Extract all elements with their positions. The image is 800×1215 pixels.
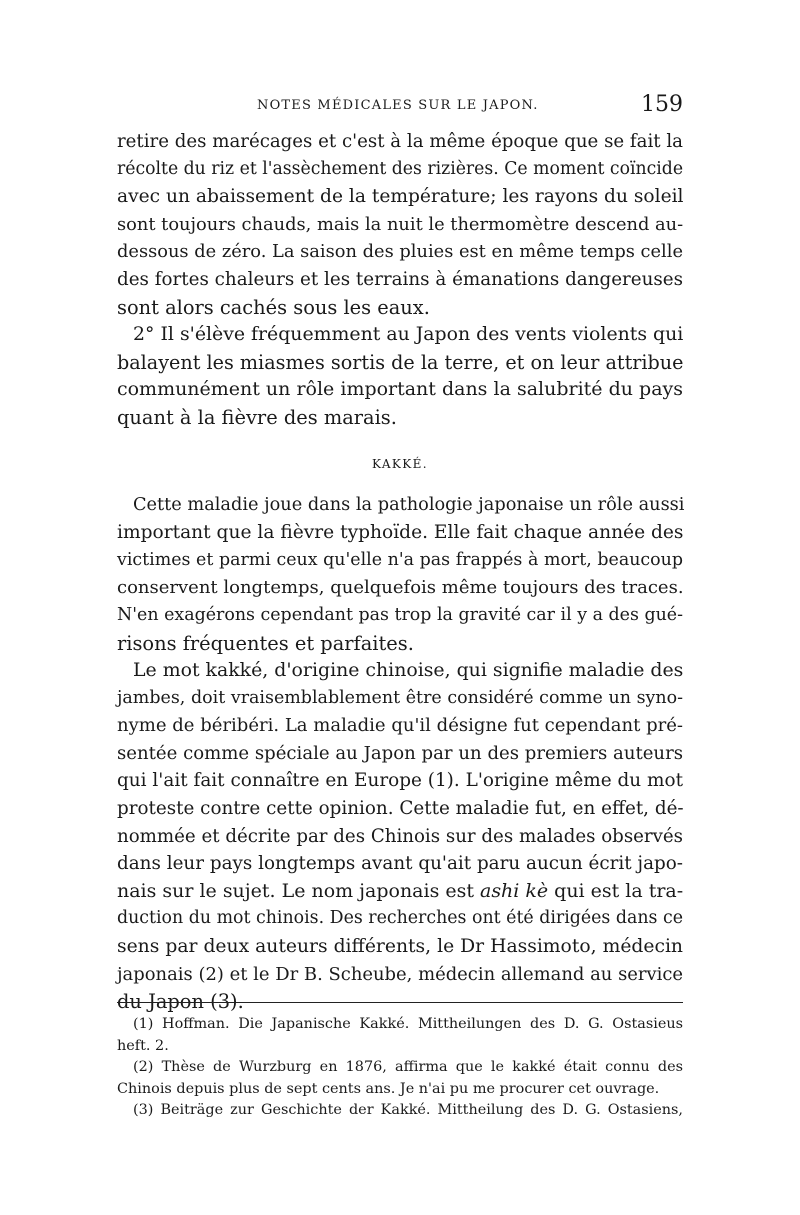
footnote-1 — [117, 1014, 683, 1057]
running-head-title: NOTES MÉDICALES SUR LE JAPON. — [257, 98, 539, 113]
text-line: nyme de béribéri. La maladie qu'il désigne fut cependant pré- — [117, 715, 683, 737]
line-text: qui est la tra- — [548, 879, 684, 902]
footnote-line: Chinois depuis plus de sept cents ans. Je n'ai pu me procurer cet ouvrage. — [117, 1080, 660, 1097]
italic-term: ashi kè — [480, 879, 549, 902]
text-line: communément un rôle important dans la salubrité du pays — [117, 378, 683, 401]
text-line: N'en exagérons cependant pas trop la gravité car il y a des gué- — [117, 604, 683, 625]
page-number: 159 — [641, 92, 683, 117]
body-text — [117, 128, 683, 1016]
footnote-line: (3) Beiträge zur Geschichte der Kakké. Mittheilung des D. G. Ostasiens, — [133, 1102, 683, 1118]
line-text: nais sur le sujet. Le nom japonais est — [117, 879, 480, 902]
text-line: victimes et parmi ceux qu'elle n'a pas frappés à mort, beaucoup — [117, 549, 683, 570]
text-line: du Japon (3). — [117, 990, 244, 1014]
text-line: sont alors cachés sous les eaux. — [117, 295, 430, 319]
footnote-line: heft. 2. — [117, 1037, 169, 1054]
footnote-rule — [117, 1002, 683, 1003]
text-line: duction du mot chinois. Des recherches ont été dirigées dans ce — [117, 908, 683, 929]
text-line-with-italic — [117, 878, 683, 906]
text-line: avec un abaissement de la température; les rayons du soleil — [117, 186, 684, 208]
text-line: Le mot kakké, d'origine chinoise, qui signifie maladie des — [133, 659, 684, 682]
text-line: important que la fièvre typhoïde. Elle fait chaque année des — [117, 522, 684, 544]
paragraph-2 — [117, 321, 683, 431]
footnote-line: (1) Hoffman. Die Japanische Kakké. Mittheilungen des D. G. Ostasieus — [133, 1016, 683, 1032]
footnote-line: (2) Thèse de Wurzburg en 1876, affirma que le kakké était connu des — [133, 1059, 683, 1075]
footnote-2 — [117, 1057, 683, 1100]
paragraph-4 — [117, 657, 683, 1016]
paragraph-1 — [117, 128, 683, 321]
text-line: proteste contre cette opinion. Cette maladie fut, en effet, dé- — [117, 798, 684, 820]
text-line: dans leur pays longtemps avant qu'ait paru aucun écrit japo- — [117, 853, 683, 875]
text-line: nommée et décrite par des Chinois sur des malades observés — [117, 825, 683, 847]
text-line: des fortes chaleurs et les terrains à émanations dangereuses — [117, 268, 683, 290]
text-line: balayent les miasmes sortis de la terre, et on leur attribue — [117, 350, 684, 374]
text-line: retire des marécages et c'est à la même époque que se fait la — [117, 131, 683, 152]
text-line: dessous de zéro. La saison des pluies est en même temps celle — [117, 241, 683, 263]
text-line: conservent longtemps, quelquefois même toujours des traces. — [117, 577, 684, 599]
text-line: sont toujours chauds, mais la nuit le thermomètre descend au- — [117, 213, 684, 235]
text-line: risons fréquentes et parfaites. — [117, 631, 414, 655]
section-heading: KAKKÉ. — [371, 456, 429, 471]
footnotes — [117, 1014, 683, 1122]
text-line: quant à la fièvre des marais. — [117, 405, 397, 429]
text-line: 2° Il s'élève fréquemment au Japon des vents violents qui — [133, 323, 684, 346]
text-line: sens par deux auteurs différents, le Dr Hassimoto, médecin — [117, 936, 683, 958]
text-line: qui l'ait fait connaître en Europe (1). L'origine même du mot — [117, 770, 683, 792]
text-line: sentée comme spéciale au Japon par un des premiers auteurs — [117, 742, 683, 764]
text-line: jambes, doit vraisemblablement être considéré comme un syno- — [117, 687, 683, 708]
text-line: Cette maladie joue dans la pathologie japonaise un rôle aussi — [133, 494, 685, 515]
text-line: récolte du riz et l'assèchement des rizières. Ce moment coïncide — [117, 158, 684, 179]
text-line: japonais (2) et le Dr B. Scheube, médecin allemand au service — [117, 963, 683, 985]
paragraph-3 — [117, 492, 683, 658]
running-head — [117, 92, 683, 122]
footnote-3 — [117, 1100, 683, 1122]
